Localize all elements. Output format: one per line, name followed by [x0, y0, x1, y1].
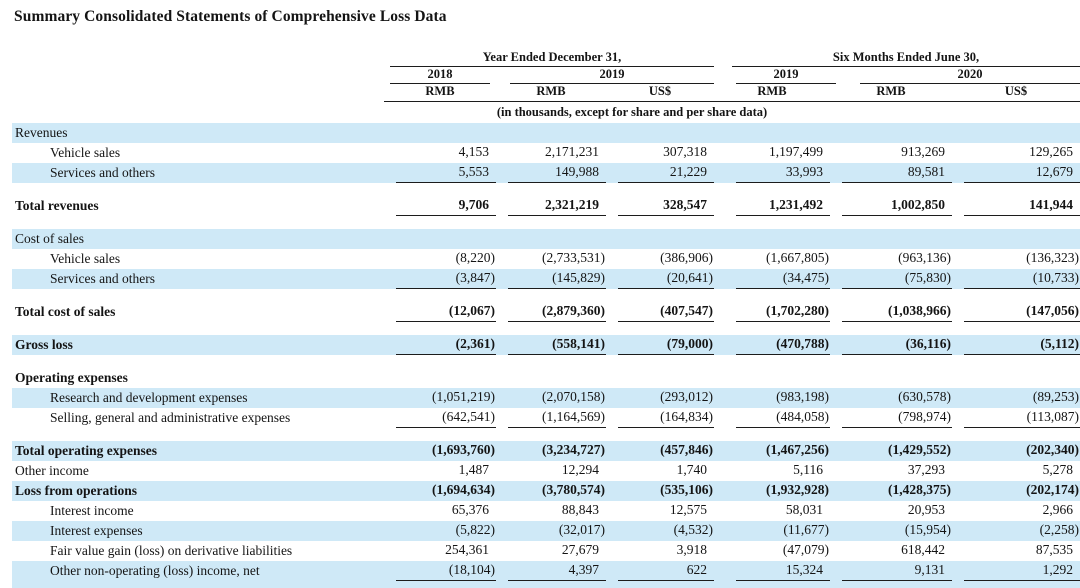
- value-cell: 2,171,231: [545, 144, 599, 159]
- value-cell: 15,324: [714, 561, 830, 581]
- value-cell: (20,641): [606, 269, 714, 289]
- table-row: [12, 163, 1080, 183]
- value-cell: [606, 229, 714, 249]
- header-blank: [12, 102, 384, 124]
- value-cell: 2,321,219: [496, 196, 606, 216]
- value-cell: 307,318: [663, 144, 707, 159]
- value-cell: (113,087): [952, 408, 1080, 428]
- table-row: [12, 408, 1080, 428]
- value-cell: [714, 368, 830, 388]
- row-label: Vehicle sales: [50, 251, 121, 266]
- currency-row: [12, 84, 1080, 102]
- value-cell: 21,229: [606, 163, 714, 183]
- table-row: [12, 143, 1080, 163]
- value-cell: (1,694,634): [384, 481, 496, 501]
- value-cell: [830, 123, 952, 143]
- value-cell: (1,164,569): [496, 408, 606, 428]
- section-row: [12, 123, 1080, 143]
- value-cell: 12,679: [952, 163, 1080, 183]
- value-cell: (642,541): [384, 408, 496, 428]
- value-cell: 1,292: [952, 561, 1080, 581]
- col-group-annual: [384, 50, 714, 67]
- value-cell: [952, 229, 1080, 249]
- table-row: [12, 441, 1080, 461]
- value-cell: 4,397: [496, 561, 606, 581]
- value-cell: (1,693,760): [384, 441, 496, 461]
- year-row: [12, 67, 1080, 84]
- value-cell: 1,197,499: [769, 144, 823, 159]
- value-cell: 254,361: [445, 542, 489, 557]
- value-cell: [714, 123, 830, 143]
- table-row: [12, 249, 1080, 269]
- value-cell: (1,702,280): [714, 302, 830, 322]
- value-cell: 2,966: [1042, 502, 1074, 517]
- table-row: [12, 302, 1080, 322]
- value-cell: [606, 368, 714, 388]
- row-label: Operating expenses: [15, 370, 128, 385]
- row-label: Revenues: [12, 123, 384, 143]
- row-label: Cost of sales: [12, 229, 384, 249]
- value-cell: [714, 229, 830, 249]
- value-cell: (32,017): [496, 521, 606, 541]
- value-cell: [384, 368, 496, 388]
- row-label: Interest income: [50, 503, 134, 518]
- table-header: [12, 50, 1080, 123]
- value-cell: 913,269: [901, 144, 945, 159]
- spacer-row: [12, 216, 1080, 229]
- value-cell: (1,932,928): [714, 481, 830, 501]
- value-cell: (202,174): [952, 481, 1080, 501]
- value-cell: (75,830): [830, 269, 952, 289]
- value-cell: [830, 368, 952, 388]
- table-row: [12, 501, 1080, 521]
- value-cell: (164,834): [606, 408, 714, 428]
- value-cell: 618,442: [901, 542, 945, 557]
- row-label: Gross loss: [12, 335, 384, 355]
- spacer-row: [12, 355, 1080, 368]
- value-cell: (11,677): [714, 521, 830, 541]
- row-label: Other non-operating (loss) income, net: [12, 561, 384, 581]
- value-cell: (470,788): [714, 335, 830, 355]
- currency-col-2: RMB: [496, 84, 606, 102]
- value-cell: 37,293: [907, 462, 945, 477]
- value-cell: (12,067): [384, 302, 496, 322]
- value-cell: 1,740: [676, 462, 707, 477]
- value-cell: [952, 123, 1080, 143]
- value-cell: 9,706: [384, 196, 496, 216]
- value-cell: 129,265: [1029, 144, 1074, 159]
- value-cell: 149,988: [496, 163, 606, 183]
- value-cell: (5,822): [384, 521, 496, 541]
- value-cell: (386,906): [660, 250, 713, 265]
- value-cell: (15,954): [830, 521, 952, 541]
- value-cell: 12,575: [669, 502, 707, 517]
- value-cell: 20,953: [907, 502, 945, 517]
- value-cell: 141,944: [952, 196, 1080, 216]
- value-cell: (5,112): [952, 335, 1080, 355]
- value-cell: (457,846): [606, 441, 714, 461]
- value-cell: (202,340): [952, 441, 1080, 461]
- table-row: [12, 461, 1080, 481]
- table-row: [12, 269, 1080, 289]
- currency-col-5: RMB: [830, 84, 952, 102]
- row-label: Interest expenses: [12, 521, 384, 541]
- value-cell: [952, 368, 1080, 388]
- value-cell: 88,843: [561, 502, 599, 517]
- value-cell: (10,733): [952, 269, 1080, 289]
- value-cell: (3,847): [384, 269, 496, 289]
- value-cell: (89,253): [952, 388, 1080, 408]
- value-cell: 33,993: [714, 163, 830, 183]
- row-label: Loss from operations: [12, 481, 384, 501]
- header-blank: [12, 84, 384, 102]
- value-cell: 5,116: [793, 462, 823, 477]
- value-cell: 9,131: [830, 561, 952, 581]
- value-cell: (2,879,360): [496, 302, 606, 322]
- value-cell: 1,002,850: [830, 196, 952, 216]
- value-cell: 87,535: [1035, 542, 1074, 557]
- units-note-row: [12, 102, 1080, 124]
- units-note: (in thousands, except for share and per share data): [496, 105, 768, 119]
- currency-col-4: RMB: [714, 84, 830, 102]
- value-cell: (2,258): [952, 521, 1080, 541]
- spacer-row: [12, 428, 1080, 441]
- value-cell: 58,031: [785, 502, 823, 517]
- value-cell: (1,467,256): [714, 441, 830, 461]
- table-body: [12, 123, 1080, 588]
- table-row: [12, 388, 1080, 408]
- value-cell: (1,429,552): [830, 441, 952, 461]
- value-cell: (47,079): [782, 542, 829, 557]
- period-group-row: [12, 50, 1080, 67]
- spacer-row: [12, 289, 1080, 302]
- value-cell: (484,058): [714, 408, 830, 428]
- table-row: [12, 481, 1080, 501]
- header-blank: [12, 67, 384, 84]
- financial-table: [12, 50, 1080, 588]
- row-label: Selling, general and administrative expenses: [50, 410, 291, 425]
- currency-col-6: US$: [952, 84, 1080, 102]
- header-blank: [12, 50, 384, 67]
- col-group-interim-label: Six Months Ended June 30,: [732, 50, 1080, 67]
- value-cell: 622: [606, 561, 714, 581]
- value-cell: (145,829): [496, 269, 606, 289]
- table-row: [12, 335, 1080, 355]
- col-group-annual-label: Year Ended December 31,: [390, 50, 714, 67]
- table-row: [12, 196, 1080, 216]
- row-label: Total operating expenses: [12, 441, 384, 461]
- value-cell: (630,578): [830, 388, 952, 408]
- value-cell: (3,780,574): [496, 481, 606, 501]
- year-2019-interim: 2019: [714, 67, 830, 84]
- currency-col-3: US$: [606, 84, 714, 102]
- value-cell: (8,220): [455, 250, 495, 265]
- value-cell: (2,361): [384, 335, 496, 355]
- cutoff-row: [12, 581, 1080, 588]
- value-cell: [496, 123, 606, 143]
- value-cell: 4,153: [458, 144, 489, 159]
- section-row: [12, 368, 1080, 388]
- table-row: [12, 521, 1080, 541]
- value-cell: (34,475): [714, 269, 830, 289]
- value-cell: 5,278: [1042, 462, 1074, 477]
- value-cell: [606, 123, 714, 143]
- value-cell: [384, 123, 496, 143]
- value-cell: (983,198): [714, 388, 830, 408]
- year-2020-interim: 2020: [830, 67, 1080, 84]
- table-row: [12, 561, 1080, 581]
- currency-col-1: RMB: [384, 84, 496, 102]
- row-label: Fair value gain (loss) on derivative liabilities: [50, 543, 293, 558]
- spacer-row: [12, 322, 1080, 335]
- value-cell: (535,106): [606, 481, 714, 501]
- value-cell: (18,104): [384, 561, 496, 581]
- col-group-interim: [714, 50, 1080, 67]
- value-cell: [496, 229, 606, 249]
- spacer-row: [12, 183, 1080, 196]
- value-cell: [384, 229, 496, 249]
- value-cell: 27,679: [561, 542, 599, 557]
- table-row: [12, 541, 1080, 561]
- value-cell: 89,581: [830, 163, 952, 183]
- value-cell: 65,376: [451, 502, 489, 517]
- value-cell: (293,012): [606, 388, 714, 408]
- row-label: Total cost of sales: [15, 304, 116, 319]
- row-label: Services and others: [12, 163, 384, 183]
- value-cell: 328,547: [606, 196, 714, 216]
- row-label: Vehicle sales: [50, 145, 121, 160]
- value-cell: (1,038,966): [830, 302, 952, 322]
- value-cell: (963,136): [898, 250, 951, 265]
- row-label: Total revenues: [15, 198, 99, 213]
- year-2019-annual: 2019: [496, 67, 714, 84]
- page-title: Summary Consolidated Statements of Comprehensive Loss Data: [14, 8, 447, 25]
- value-cell: (1,051,219): [384, 388, 496, 408]
- value-cell: [830, 229, 952, 249]
- value-cell: (79,000): [606, 335, 714, 355]
- row-label: Research and development expenses: [12, 388, 384, 408]
- value-cell: (558,141): [496, 335, 606, 355]
- value-cell: (147,056): [952, 302, 1080, 322]
- value-cell: 1,487: [458, 462, 489, 477]
- value-cell: 12,294: [561, 462, 599, 477]
- value-cell: (1,428,375): [830, 481, 952, 501]
- value-cell: (1,667,805): [766, 250, 829, 265]
- value-cell: (407,547): [606, 302, 714, 322]
- value-cell: 5,553: [384, 163, 496, 183]
- value-cell: (3,234,727): [496, 441, 606, 461]
- value-cell: (798,974): [830, 408, 952, 428]
- value-cell: [496, 368, 606, 388]
- value-cell: (4,532): [606, 521, 714, 541]
- value-cell: (136,323): [1026, 250, 1080, 265]
- value-cell: (2,070,158): [496, 388, 606, 408]
- year-2018: 2018: [384, 67, 496, 84]
- value-cell: 3,918: [676, 542, 707, 557]
- value-cell: (2,733,531): [542, 250, 605, 265]
- section-row: [12, 229, 1080, 249]
- row-label: Services and others: [12, 269, 384, 289]
- row-label: Other income: [15, 463, 89, 478]
- value-cell: 1,231,492: [714, 196, 830, 216]
- value-cell: (36,116): [830, 335, 952, 355]
